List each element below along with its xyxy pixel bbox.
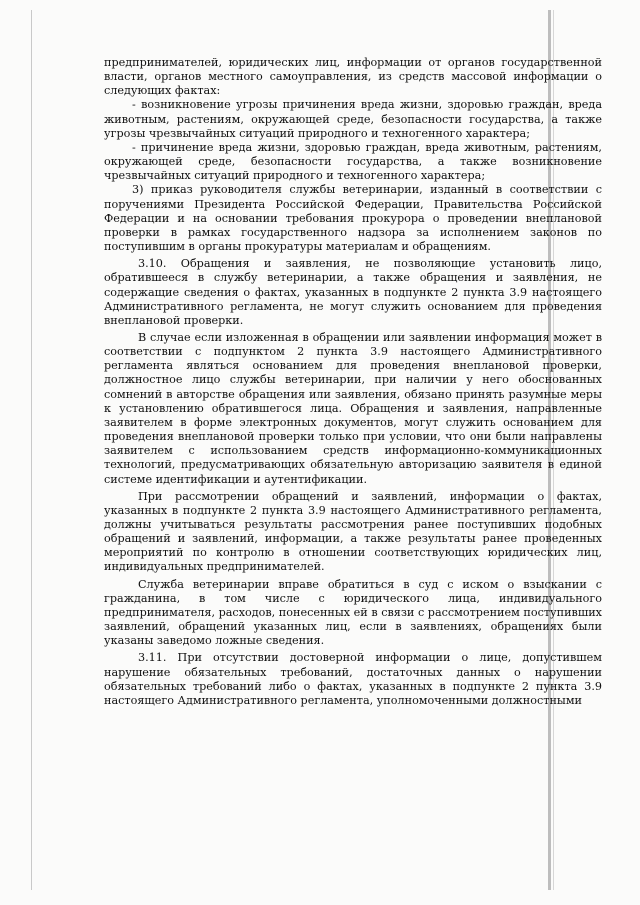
paragraph: предпринимателей, юридических лиц, информации от органов государственной власти, органов местного самоуправления, из средств массовой информации о следующих фактах:	[104, 56, 602, 98]
list-item: - причинение вреда жизни, здоровью граждан, вреда животным, растениям, окружающей среде, безопасности государства, а также возникновение чрезвычайных ситуаций природного и техногенного характера;	[104, 140, 602, 183]
scan-edge-line	[31, 10, 32, 890]
list-item: - возникновение угрозы причинения вреда жизни, здоровью граждан, вреда животным, растениям, окружающей среде, безопасности государства, а также угрозы чрезвычайных ситуаций природного и техногенного характера;	[104, 98, 602, 140]
paragraph: Служба ветеринарии вправе обратиться в суд с иском о взыскании с гражданина, в том числе с юридического лица, индивидуального предпринимателя, расходов, понесенных ей в связи с рассмотрением поступивших заявлений, обращений указанных лиц, если в заявлениях, обращениях были указаны заведомо ложные сведения.	[104, 577, 602, 648]
paragraph: В случае если изложенная в обращении или заявлении информация может в соответствии с подпунктом 2 пункта 3.9 настоящего Административного регламента являться основанием для проведения внеплановой проверки, должностное лицо службы ветеринарии, при наличии у него обоснованных сомнений в авторстве обращения или заявления, обязано принять разумные меры к установлению обратившегося лица. Обращения и заявления, направленные заявителем в форме электронных документов, могут служить основанием для проведения внеплановой проверки только при условии, что они были направлены заявителем с использованием средств информационно-коммуникационных технологий, предусматривающих обязательную авторизацию заявителя в единой системе идентификации и аутентификации.	[104, 330, 602, 486]
paragraph: 3.11. При отсутствии достоверной информации о лице, допустившем нарушение обязательных требований, достаточных данных о нарушении обязательных требований либо о фактах, указанных в подпункте 2 пункта 3.9 настоящего Административного регламента, уполномоченными должностными	[104, 651, 602, 707]
list-item: 3) приказ руководителя службы ветеринарии, изданный в соответствии с поручениями Президента Российской Федерации, Правительства Российской Федерации и на основании требования прокурора о проведении внеплановой проверки в рамках государственного надзора за исполнением законов по поступившим в органы прокуратуры материалам и обращениям.	[104, 183, 602, 254]
document-body	[104, 56, 602, 708]
paragraph: 3.10. Обращения и заявления, не позволяющие установить лицо, обратившееся в службу ветеринарии, а также обращения и заявления, не содержащие сведения о фактах, указанных в подпункте 2 пункта 3.9 настоящего Административного регламента, не могут служить основанием для проведения внеплановой проверки.	[104, 257, 602, 327]
paragraph: При рассмотрении обращений и заявлений, информации о фактах, указанных в подпункте 2 пункта 3.9 настоящего Административного регламента, должны учитываться результаты рассмотрения ранее поступивших подобных обращений и заявлений, информации, а также результаты ранее проведенных мероприятий по контролю в отношении соответствующих юридических лиц, индивидуальных предпринимателей.	[104, 489, 602, 574]
